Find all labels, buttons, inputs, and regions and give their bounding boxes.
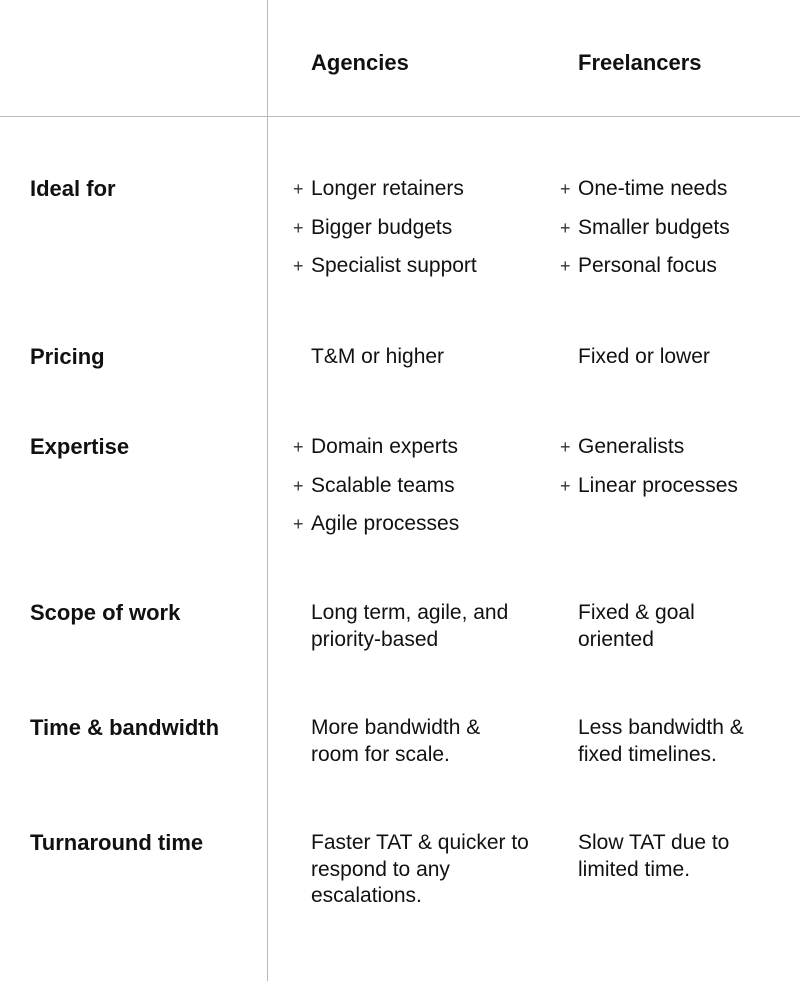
- list-item: + Scalable teams: [293, 473, 455, 497]
- plus-icon: +: [560, 217, 571, 238]
- plus-icon: +: [293, 179, 304, 199]
- plus-icon: +: [293, 256, 304, 276]
- list-item: + One-time needs: [560, 177, 728, 200]
- scope-agencies: Long term, agile, and priority-based: [311, 601, 509, 651]
- turnaround-freelancers: Slow TAT due to limited time.: [578, 831, 730, 881]
- expertise-agencies-list: [293, 434, 459, 550]
- plus-icon: +: [293, 437, 304, 457]
- pricing-freelancers: Fixed or lower: [578, 345, 710, 368]
- header-divider: [0, 116, 800, 117]
- list-item: + Agile processes: [293, 512, 460, 535]
- plus-icon: +: [560, 179, 571, 199]
- ideal-for-freelancers-list: [560, 176, 730, 292]
- plus-icon: +: [293, 217, 304, 238]
- ideal-for-agencies-list: [293, 176, 477, 292]
- plus-icon: +: [560, 256, 571, 276]
- row-label-expertise: Expertise: [30, 434, 130, 459]
- list-item: + Domain experts: [293, 435, 459, 458]
- plus-icon: +: [560, 437, 571, 457]
- row-label-time-bandwidth: Time & bandwidth: [30, 715, 220, 740]
- row-label-scope-of-work: Scope of work: [30, 600, 181, 625]
- list-item: + Longer retainers: [293, 177, 464, 200]
- list-item: + Smaller budgets: [560, 215, 730, 239]
- plus-icon: +: [560, 475, 571, 496]
- expertise-freelancers-list: [560, 434, 738, 511]
- list-item: + Bigger budgets: [293, 215, 453, 239]
- turnaround-agencies: Faster TAT & quicker to respond to any escalations.: [311, 831, 529, 907]
- scope-freelancers: Fixed & goal oriented: [578, 601, 695, 651]
- list-item: + Personal focus: [560, 254, 717, 277]
- row-label-pricing: Pricing: [30, 344, 105, 369]
- plus-icon: +: [293, 475, 304, 496]
- column-header-freelancers: Freelancers: [578, 50, 702, 75]
- list-item: + Linear processes: [560, 473, 738, 497]
- list-item: + Specialist support: [293, 254, 477, 277]
- list-item: + Generalists: [560, 435, 685, 458]
- time-bandwidth-freelancers: Less bandwidth & fixed timelines.: [578, 716, 744, 766]
- row-label-turnaround-time: Turnaround time: [30, 830, 204, 855]
- column-divider: [267, 0, 268, 981]
- column-header-agencies: Agencies: [311, 50, 409, 75]
- plus-icon: +: [293, 514, 304, 534]
- time-bandwidth-agencies: More bandwidth & room for scale.: [311, 716, 481, 766]
- row-label-ideal-for: Ideal for: [30, 176, 116, 201]
- pricing-agencies: T&M or higher: [311, 345, 445, 368]
